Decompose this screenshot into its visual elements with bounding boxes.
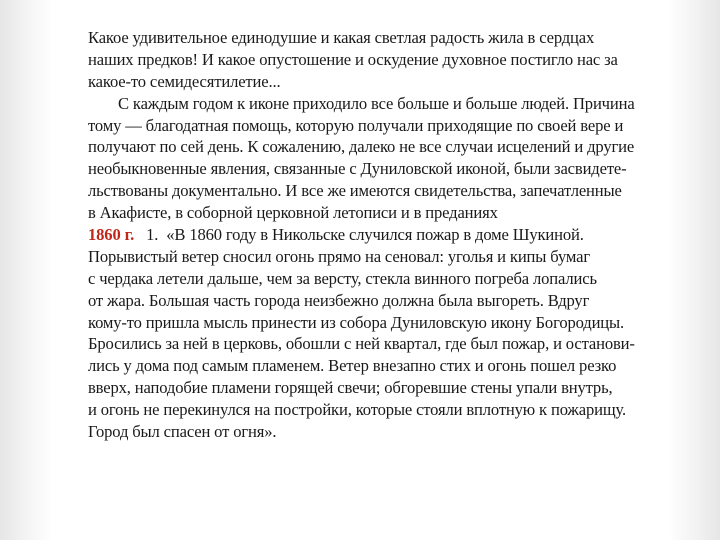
text-line: получают по сей день. К сожалению, далеко не все случаи исцелений и другие (88, 137, 635, 157)
entry-first-line: «В 1860 году в Никольске случился пожар в доме Шукиной. (166, 225, 584, 245)
entry-number: 1. (146, 225, 159, 245)
text-line: от жара. Большая часть города неизбежно должна была выгореть. Вдруг (88, 290, 590, 310)
text-line: необыкновенные явления, связанные с Дуниловской иконой, были засвидете- (88, 159, 627, 179)
text-line: Порывистый ветер сносил огонь прямо на сеновал: уголья и кипы бумаг (88, 246, 590, 266)
text-line: какое-то семидесятилетие... (88, 71, 281, 91)
text-line: в Акафисте, в соборной церковной летописи и в преданиях (88, 203, 498, 223)
text-line: вверх, наподобие пламени горящей свечи; обгоревшие стены упали внутрь, (88, 378, 613, 398)
text-line: с чердака летели дальше, чем за версту, стекла винного погреба лопались (88, 268, 597, 288)
text-line: льствованы документально. И все же имеются свидетельства, запечатленные (88, 181, 622, 201)
document-text (88, 27, 700, 443)
text-line: лись у дома под самым пламенем. Ветер внезапно стих и огонь пошел резко (88, 356, 617, 376)
text-line: и огонь не перекинулся на постройки, которые стояли вплотную к пожарищу. (88, 400, 626, 420)
text-line: наших предков! И какое опустошение и оскудение духовное постигло нас за (88, 49, 618, 69)
text-line: Какое удивительное единодушие и какая светлая радость жила в сердцах (88, 28, 595, 47)
text-line: кому-то пришла мысль принести из собора Дуниловскую икону Богородицы. (88, 312, 625, 332)
text-line: Бросились за ней в церковь, обошли с ней квартал, где был пожар, и останови- (88, 334, 635, 354)
entry-year: 1860 г. (88, 225, 135, 245)
text-line: тому — благодатная помощь, которую получали приходящие по своей вере и (88, 115, 624, 135)
paragraph-start-line: С каждым годом к иконе приходило все больше и больше людей. Причина (118, 93, 635, 113)
text-line: Город был спасен от огня». (88, 422, 277, 442)
entry-heading-line (88, 224, 700, 246)
left-edge-shadow (0, 0, 52, 540)
